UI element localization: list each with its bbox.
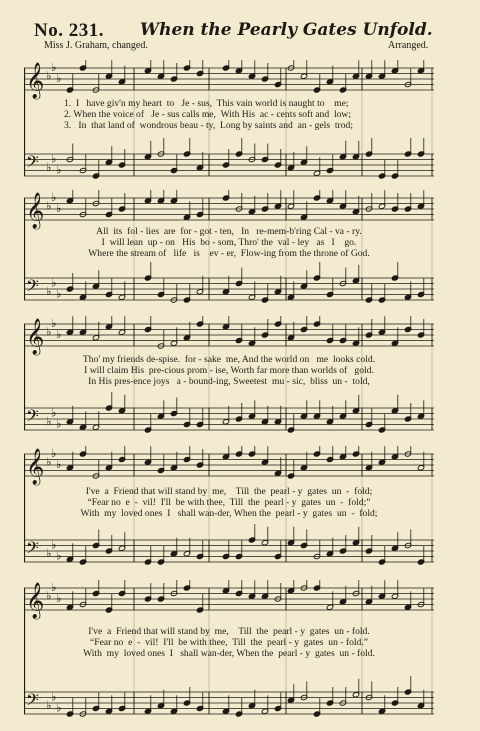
- lyric-line: With my loved ones I shall wan-der, When the pearl - y gates un - fold.: [83, 648, 375, 659]
- flat-icon: ♭: [51, 580, 57, 594]
- flat-icon: ♭: [56, 548, 62, 563]
- flat-icon: ♭: [56, 457, 62, 471]
- lyrics-block: [24, 486, 434, 519]
- treble-clef-icon: 𝄞: [26, 318, 45, 355]
- flat-icon: ♭: [51, 151, 57, 166]
- lyric-line: All its fol - lies are for - got - ten, In re-mem-b'ring Cal - va - ry.: [96, 226, 362, 237]
- music-system-2: [24, 190, 434, 314]
- flat-icon: ♭: [56, 591, 62, 605]
- flat-icon: ♭: [56, 201, 62, 215]
- flat-icon: ♭: [46, 588, 52, 603]
- bass-clef-icon: 𝄢: [26, 538, 39, 562]
- lyric-line: I will lean up - on His bo - som, Thro' the val - ley as I go.: [101, 237, 357, 248]
- flat-icon: ♭: [46, 545, 52, 560]
- flat-icon: ♭: [56, 71, 62, 85]
- flat-icon: ♭: [51, 316, 57, 330]
- lyric-line: “Fear no e - vil! I'll be with thee, Till the pearl - y gates un - fold.”: [89, 637, 369, 648]
- lyric-line: “Fear no e - vil! I'll be with thee, Till the pearl - y gates un - fold;”: [87, 497, 371, 508]
- flat-icon: ♭: [46, 413, 52, 428]
- treble-clef-icon: 𝄞: [26, 448, 45, 485]
- flat-icon: ♭: [56, 327, 62, 341]
- lyrics-block: [24, 98, 434, 131]
- bass-clef-icon: 𝄢: [26, 276, 39, 300]
- lyric-line: In His pres-ence joys a - bound-ing, Sweetest mu - sic, bliss un - told,: [88, 376, 370, 387]
- flat-icon: ♭: [51, 446, 57, 460]
- lyrics-block: [24, 354, 434, 387]
- lyric-line: 1. I have giv'n my heart to Je - sus, This vain world is naught to me;: [64, 98, 349, 109]
- music-system-1: [24, 60, 434, 190]
- bass-clef-icon: 𝄢: [26, 152, 39, 176]
- flat-icon: ♭: [51, 275, 57, 290]
- flat-icon: ♭: [46, 324, 52, 339]
- flat-icon: ♭: [56, 162, 62, 177]
- flat-icon: ♭: [46, 283, 52, 298]
- flat-icon: ♭: [51, 190, 57, 204]
- flat-icon: ♭: [51, 405, 57, 420]
- hymn-number: No. 231.: [34, 20, 104, 41]
- music-system-5: [24, 580, 434, 728]
- treble-clef-icon: 𝄞: [26, 192, 45, 229]
- lyrics-block: [24, 226, 434, 259]
- flat-icon: ♭: [46, 198, 52, 213]
- flat-icon: ♭: [46, 68, 52, 83]
- music-system-4: [24, 446, 434, 576]
- flat-icon: ♭: [56, 286, 62, 301]
- flat-icon: ♭: [51, 537, 57, 552]
- flat-icon: ♭: [46, 454, 52, 469]
- lyrics-block: [24, 626, 434, 659]
- treble-clef-icon: 𝄞: [26, 582, 45, 619]
- lyric-line: I've a Friend that will stand by me, Till the pearl - y gates un - fold;: [85, 486, 373, 497]
- bass-clef-icon: 𝄢: [26, 690, 39, 714]
- flat-icon: ♭: [56, 416, 62, 431]
- bass-clef-icon: 𝄢: [26, 406, 39, 430]
- treble-clef-icon: 𝄞: [26, 62, 45, 99]
- flat-icon: ♭: [51, 689, 57, 704]
- lyric-line: Tho' my friends de-spise. for - sake me, And the world on me looks cold.: [82, 354, 376, 365]
- hymn-header: [0, 0, 480, 62]
- music-system-3: [24, 316, 434, 444]
- hymn-title: When the Pearly Gates Unfold.: [140, 20, 433, 40]
- lyric-line: 3. In that land of wondrous beau - ty, Long by saints and an - gels trod;: [64, 120, 354, 131]
- lyric-line: I've a Friend that will stand by me, Till the pearl - y gates un - fold.: [88, 626, 370, 637]
- lyric-line: With my loved ones I shall wan-der, When the pearl - y gates un - fold;: [80, 508, 378, 519]
- lyric-line: 2. When the voice of Je - sus calls me, With His ac - cents soft and low;: [64, 109, 352, 120]
- hymn-author: Miss J. Graham, changed.: [44, 40, 148, 51]
- flat-icon: ♭: [56, 700, 62, 715]
- lyric-line: Where the stream of life is ev - er, Flow-ing from the throne of God.: [88, 248, 370, 259]
- flat-icon: ♭: [51, 60, 57, 74]
- hymn-arranger: Arranged.: [388, 40, 429, 51]
- flat-icon: ♭: [46, 697, 52, 712]
- flat-icon: ♭: [46, 159, 52, 174]
- lyric-line: I will claim His pre-cious prom - ise, Worth far more than worlds of gold.: [84, 365, 374, 376]
